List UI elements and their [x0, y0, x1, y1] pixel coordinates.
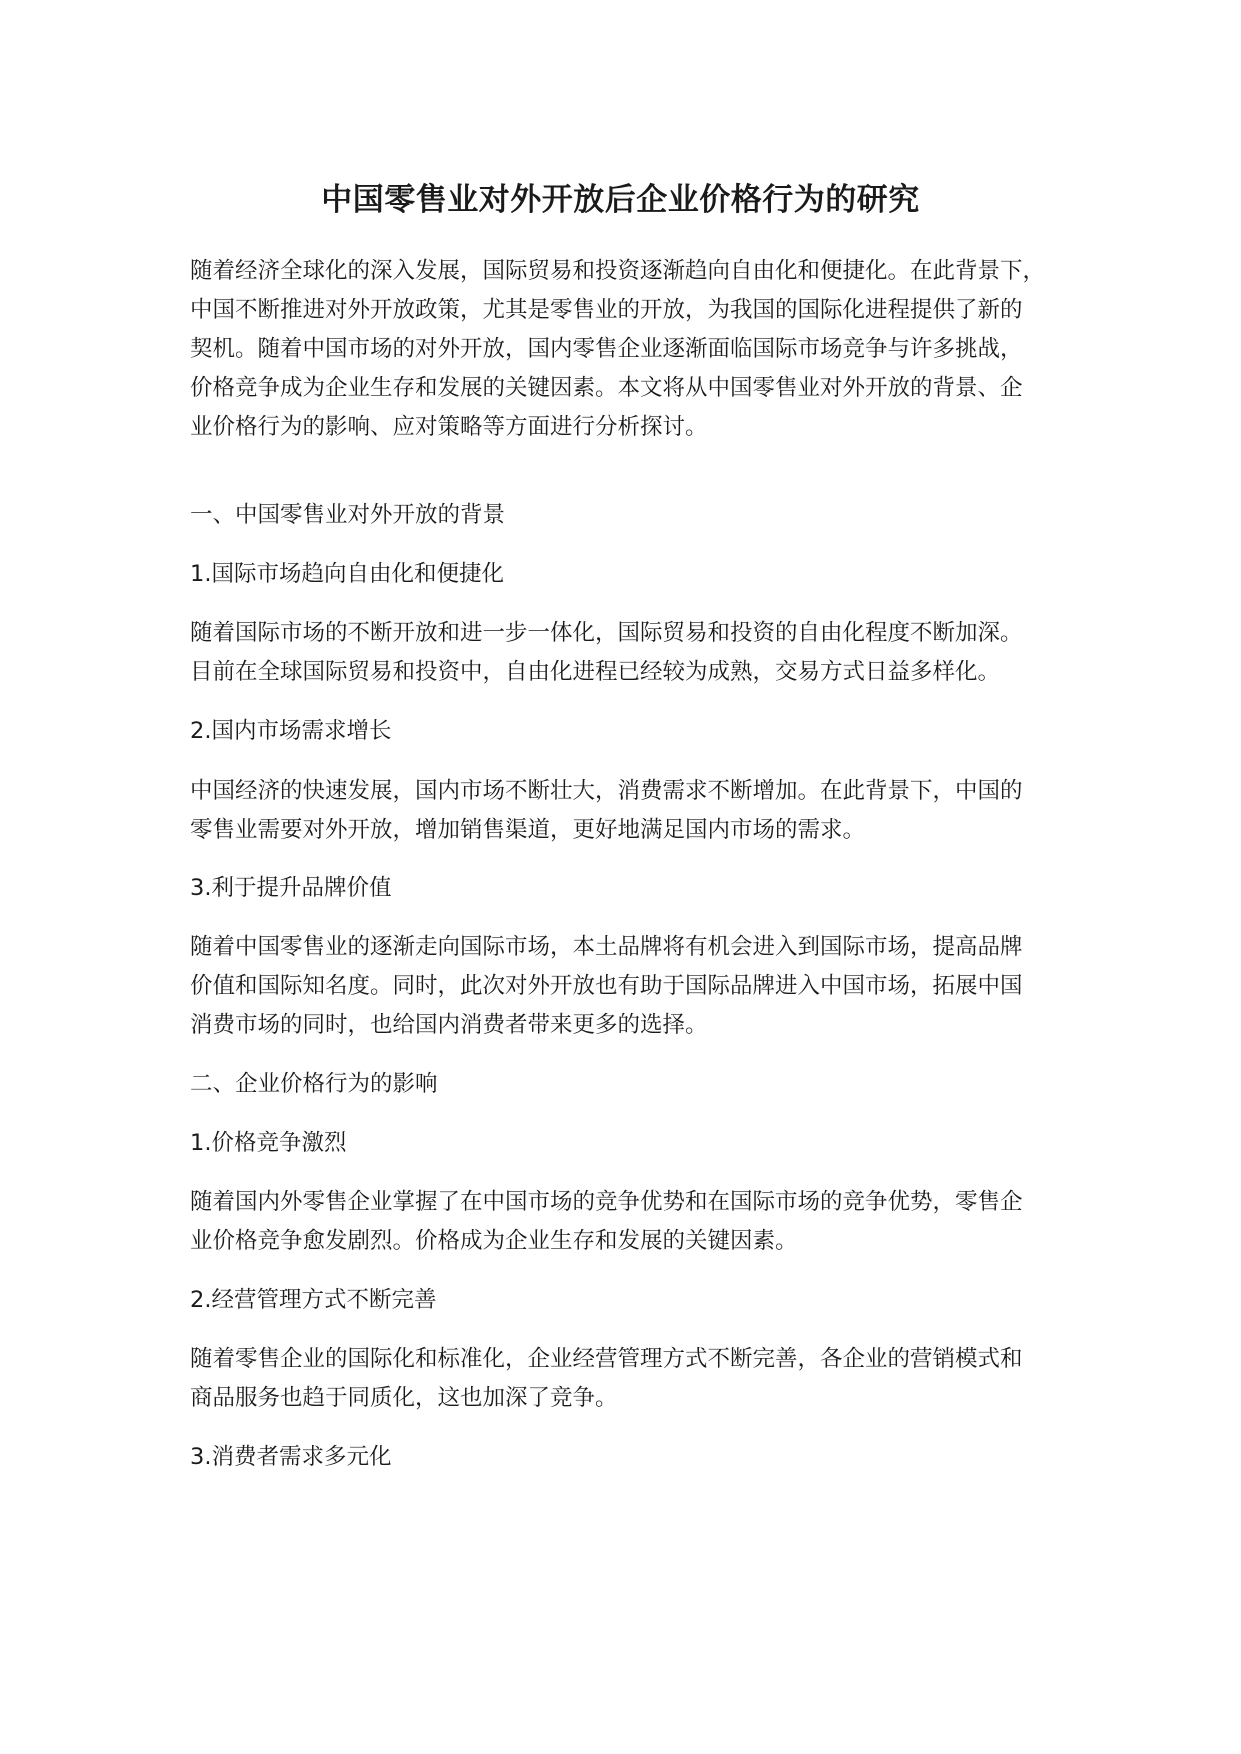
subsection-heading: 3.消费者需求多元化	[190, 1444, 392, 1470]
text-line: 随着中国零售业的逐渐走向国际市场，本土品牌将有机会进入到国际市场，提高品牌	[190, 934, 1023, 960]
text-line: 业价格行为的影响、应对策略等方面进行分析探讨。	[190, 414, 708, 440]
body-paragraph	[190, 772, 1070, 850]
text-line: 商品服务也趋于同质化，这也加深了竞争。	[190, 1385, 618, 1411]
intro-paragraph	[190, 252, 1070, 447]
text-line: 随着国际市场的不断开放和进一步一体化，国际贸易和投资的自由化程度不断加深。	[190, 620, 1023, 646]
body-paragraph	[190, 614, 1070, 692]
text-line: 契机。随着中国市场的对外开放，国内零售企业逐渐面临国际市场竞争与许多挑战，	[190, 336, 1023, 362]
subsection-heading: 1.国际市场趋向自由化和便捷化	[190, 561, 504, 587]
subsection-heading: 2.国内市场需求增长	[190, 718, 392, 744]
body-paragraph	[190, 1340, 1070, 1418]
text-line: 随着国内外零售企业掌握了在中国市场的竞争优势和在国际市场的竞争优势，零售企	[190, 1189, 1023, 1215]
subsection-heading: 1.价格竞争激烈	[190, 1130, 347, 1156]
text-line: 中国经济的快速发展，国内市场不断壮大，消费需求不断增加。在此背景下，中国的	[190, 778, 1023, 804]
text-line: 消费市场的同时，也给国内消费者带来更多的选择。	[190, 1012, 708, 1038]
body-paragraph	[190, 1183, 1070, 1261]
text-line: 中国不断推进对外开放政策，尤其是零售业的开放，为我国的国际化进程提供了新的	[190, 297, 1023, 323]
text-line: 随着经济全球化的深入发展，国际贸易和投资逐渐趋向自由化和便捷化。在此背景下，	[190, 258, 1046, 284]
text-line: 随着零售企业的国际化和标准化，企业经营管理方式不断完善，各企业的营销模式和	[190, 1346, 1023, 1372]
subsection-heading: 2.经营管理方式不断完善	[190, 1287, 437, 1313]
text-line: 价值和国际知名度。同时，此次对外开放也有助于国际品牌进入中国市场，拓展中国	[190, 973, 1023, 999]
text-line: 目前在全球国际贸易和投资中，自由化进程已经较为成熟，交易方式日益多样化。	[190, 659, 1001, 685]
text-line: 业价格竞争愈发剧烈。价格成为企业生存和发展的关键因素。	[190, 1228, 798, 1254]
body-paragraph	[190, 928, 1070, 1045]
document-title: 中国零售业对外开放后企业价格行为的研究	[321, 182, 920, 218]
subsection-heading: 3.利于提升品牌价值	[190, 875, 392, 901]
text-line: 价格竞争成为企业生存和发展的关键因素。本文将从中国零售业对外开放的背景、企	[190, 375, 1023, 401]
text-line: 零售业需要对外开放，增加销售渠道，更好地满足国内市场的需求。	[190, 817, 866, 843]
section-heading-2: 二、企业价格行为的影响	[190, 1071, 438, 1097]
section-heading-1: 一、中国零售业对外开放的背景	[190, 502, 506, 528]
